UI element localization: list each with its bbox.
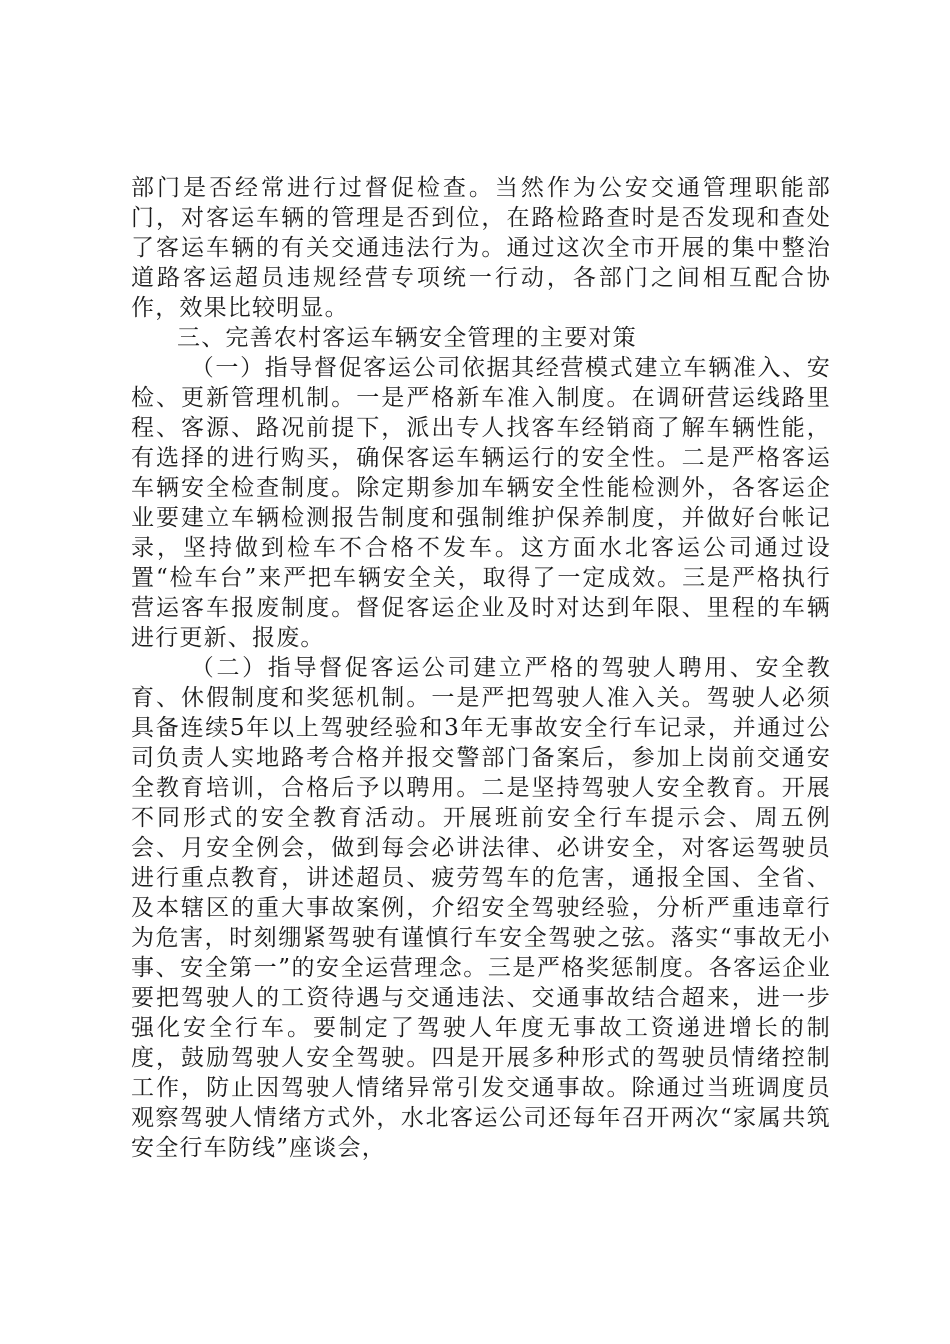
- paragraph-subsection-2: （二）指导督促客运公司建立严格的驾驶人聘用、安全教育、休假制度和奖惩机制。一是严把驾驶人准入关。驾驶人必须具备连续5年以上驾驶经验和3年无事故安全行车记录，并通过公司负责人实地路考合格并报交警部门备案后，参加上岗前交通安全教育培训，合格后予以聘用。二是坚持驾驶人安全教育。开展不同形式的安全教育活动。开展班前安全行车提示会、周五例会、月安全例会，做到每会必讲法律、必讲安全，对客运驾驶员进行重点教育，讲述超员、疲劳驾车的危害，通报全国、全省、及本辖区的重大事故案例，介绍安全驾驶经验，分析严重违章行为危害，时刻绷紧驾驶有谨慎行车安全驾驶之弦。落实“事故无小事、安全第一”的安全运营理念。三是严格奖惩制度。各客运企业要把驾驶人的工资待遇与交通违法、交通事故结合超来，进一步强化安全行车。要制定了驾驶人年度无事故工资递进增长的制度，鼓励驾驶人安全驾驶。四是开展多种形式的驾驶员情绪控制工作，防止因驾驶人情绪异常引发交通事故。除通过当班调度员观察驾驶人情绪方式外，水北客运公司还每年召开两次“家属共筑安全行车防线”座谈会，: [131, 655, 831, 1161]
- paragraph-subsection-1: （一）指导督促客运公司依据其经营模式建立车辆准入、安检、更新管理机制。一是严格新车准入制度。在调研营运线路里程、客源、路况前提下，派出专人找客车经销商了解车辆性能，有选择的进行购买，确保客运车辆运行的安全性。二是严格客运车辆安全检查制度。除定期参加车辆安全性能检测外，各客运企业要建立车辆检测报告制度和强制维护保养制度，并做好台帐记录，坚持做到检车不合格不发车。这方面水北客运公司通过设置“检车台”来严把车辆安全关，取得了一定成效。三是严格执行营运客车报废制度。督促客运企业及时对达到年限、里程的车辆进行更新、报废。: [131, 355, 831, 651]
- document-body: [131, 173, 831, 1163]
- section-heading: 三、完善农村客运车辆安全管理的主要对策: [177, 325, 637, 351]
- paragraph-continuation: 部门是否经常进行过督促检查。当然作为公安交通管理职能部门，对客运车辆的管理是否到位，在路检路查时是否发现和查处了客运车辆的有关交通违法行为。通过这次全市开展的集中整治道路客运超员违规经营专项统一行动，各部门之间相互配合协作，效果比较明显。: [131, 175, 831, 321]
